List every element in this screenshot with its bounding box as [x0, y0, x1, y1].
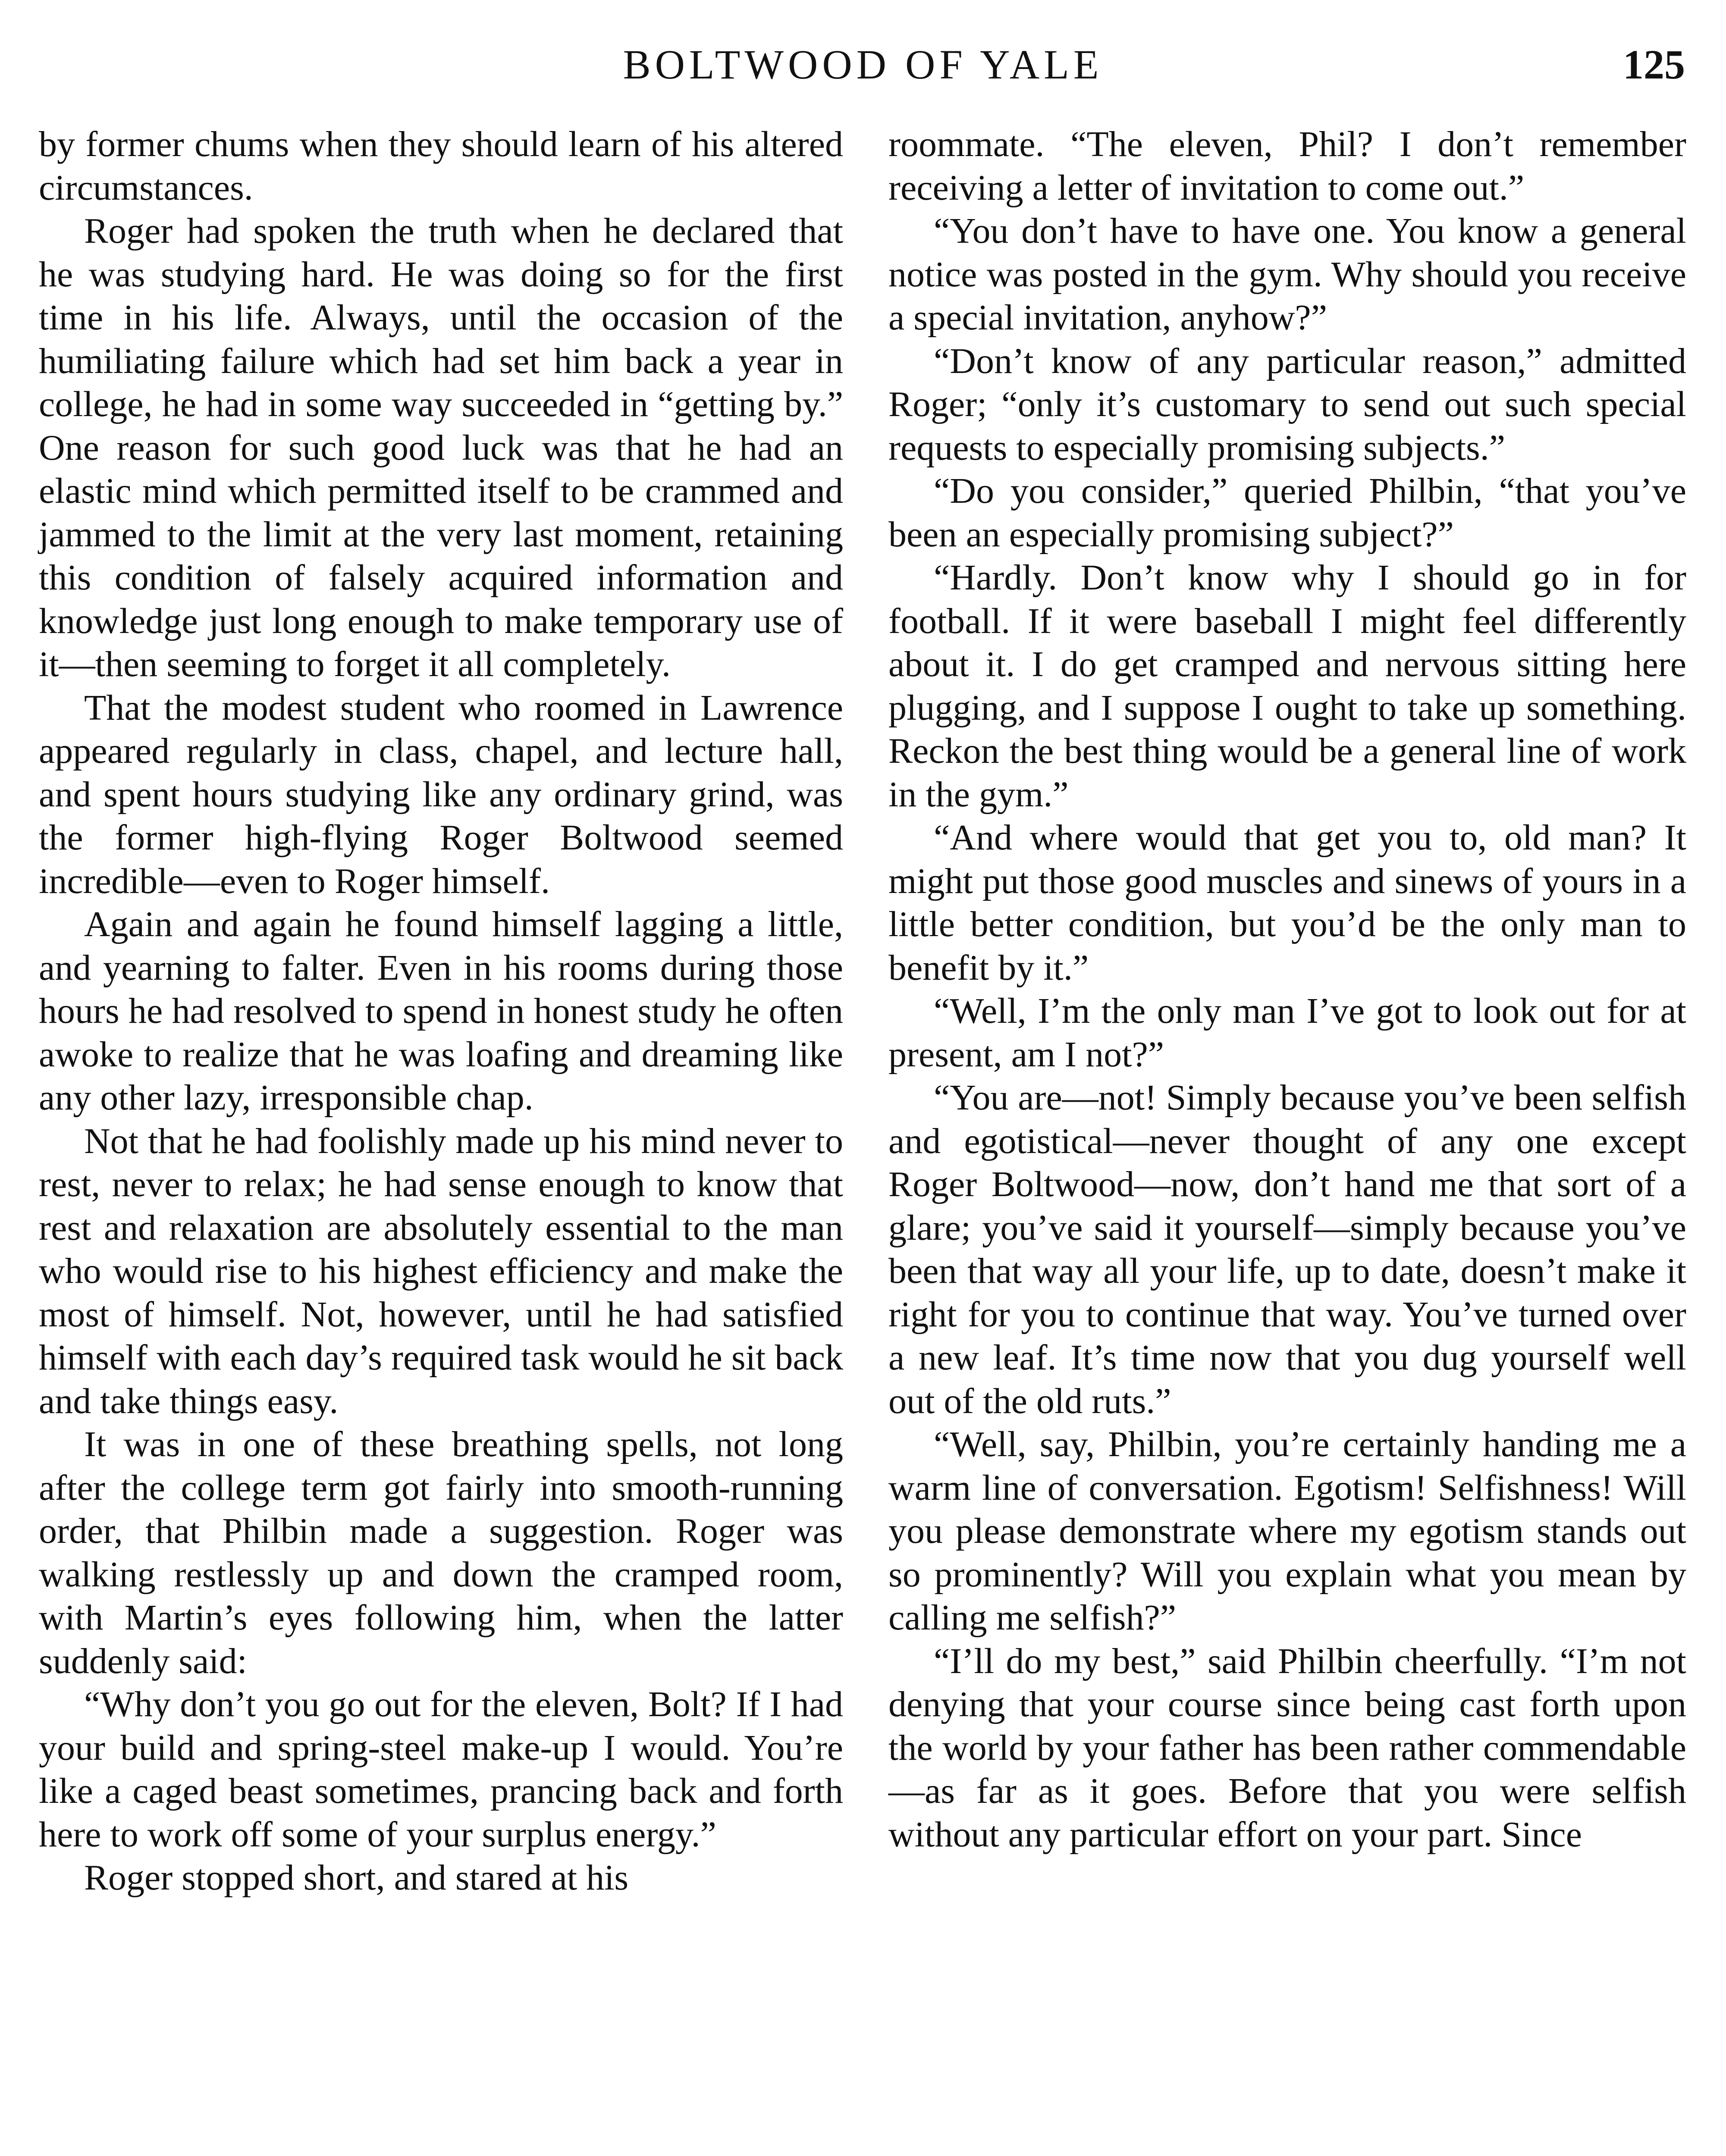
paragraph: Not that he had foolishly made up his mind never to rest, never to relax; he had sense enough to know that rest and relaxation are absolutely essential to the man who would rise to his highest efficiency and make the most of himself. Not, however, until he had satisfied himself with each day’s required task would he sit back and take things easy. — [39, 1121, 843, 1421]
paragraph: Roger stopped short, and stared at his — [84, 1858, 629, 1898]
paragraph: “And where would that get you to, old man? It might put those good muscles and sinews of yours in a little better condition, but you’d be the only man to benefit by it.” — [888, 818, 1686, 988]
paragraph: “You don’t have to have one. You know a general notice was posted in the gym. Why should you receive a special invitation, anyhow?” — [888, 211, 1686, 338]
paragraph: “Well, say, Philbin, you’re certainly handing me a warm line of conversation. Egotism! Selfishness! Will you please demonstrate where my egotism stands out so prominently? Will you explain what you mean by calling me selfish?” — [888, 1424, 1686, 1638]
paragraph: Again and again he found himself lagging a little, and yearning to falter. Even in his rooms during those hours he had resolved to spend in honest study he often awoke to realize that he was loafing and dreaming like any other lazy, irresponsible chap. — [39, 904, 843, 1118]
paragraph: roommate. “The eleven, Phil? I don’t remember receiving a letter of invitation to come out.” — [888, 124, 1686, 208]
paragraph: “Hardly. Don’t know why I should go in for football. If it were baseball I might feel differently about it. I do get cramped and nervous sitting here plugging, and I suppose I ought to take up something. Reckon the best thing would be a general line of work in the gym.” — [888, 558, 1686, 815]
paragraph: “Do you consider,” queried Philbin, “that you’ve been an especially promising subject?” — [888, 471, 1686, 555]
page-number: 125 — [1623, 41, 1685, 88]
paragraph: “Why don’t you go out for the eleven, Bolt? If I had your build and spring-steel make-up I would. You’re like a caged beast sometimes, prancing back and forth here to work off some of your surplus energy.” — [39, 1684, 843, 1855]
paragraph: It was in one of these breathing spells, not long after the college term got fairly into smooth-running order, that Philbin made a suggestion. Roger was walking restlessly up and down the cramped room, with Martin’s eyes following him, when the latter suddenly said: — [39, 1424, 843, 1681]
paragraph: Roger had spoken the truth when he declared that he was studying hard. He was doing so for the first time in his life. Always, until the occasion of the humiliating failure which had set him back a year in college, he had in some way succeeded in “getting by.” One reason for such good luck was that he had an elastic mind which permitted itself to be crammed and jammed to the limit at the very last moment, retaining this condition of falsely acquired information and knowledge just long enough to make temporary use of it—then seeming to forget it all completely. — [39, 211, 843, 684]
paragraph: That the modest student who roomed in Lawrence appeared regularly in class, chapel, and lecture hall, and spent hours studying like any ordinary grind, was the former high-flying Roger Boltwood seemed incredible—even to Roger himself. — [39, 687, 843, 901]
right-column — [888, 123, 1686, 1856]
paragraph: “Don’t know of any particular reason,” admitted Roger; “only it’s customary to send out such special requests to especially promising subjects.” — [888, 341, 1686, 468]
paragraph: “I’ll do my best,” said Philbin cheerfully. “I’m not denying that your course since being cast forth upon the world by your father has been rather commendable—as far as it goes. Before that you were selfish without any particular effort on your part. Since — [888, 1641, 1686, 1855]
paragraph: “You are—not! Simply because you’ve been selfish and egotistical—never thought of any one except Roger Boltwood—now, don’t hand me that sort of a glare; you’ve said it yourself—simply because you’ve been that way all your life, up to date, doesn’t make it right for you to continue that way. You’ve turned over a new leaf. It’s time now that you dug yourself well out of the old ruts.” — [888, 1078, 1686, 1421]
paragraph: “Well, I’m the only man I’ve got to look out for at present, am I not?” — [888, 991, 1686, 1075]
left-column — [39, 123, 843, 1900]
paragraph: by former chums when they should learn of his altered circumstances. — [39, 124, 843, 208]
running-title: BOLTWOOD OF YALE — [623, 41, 1103, 88]
page-header — [0, 34, 1726, 103]
